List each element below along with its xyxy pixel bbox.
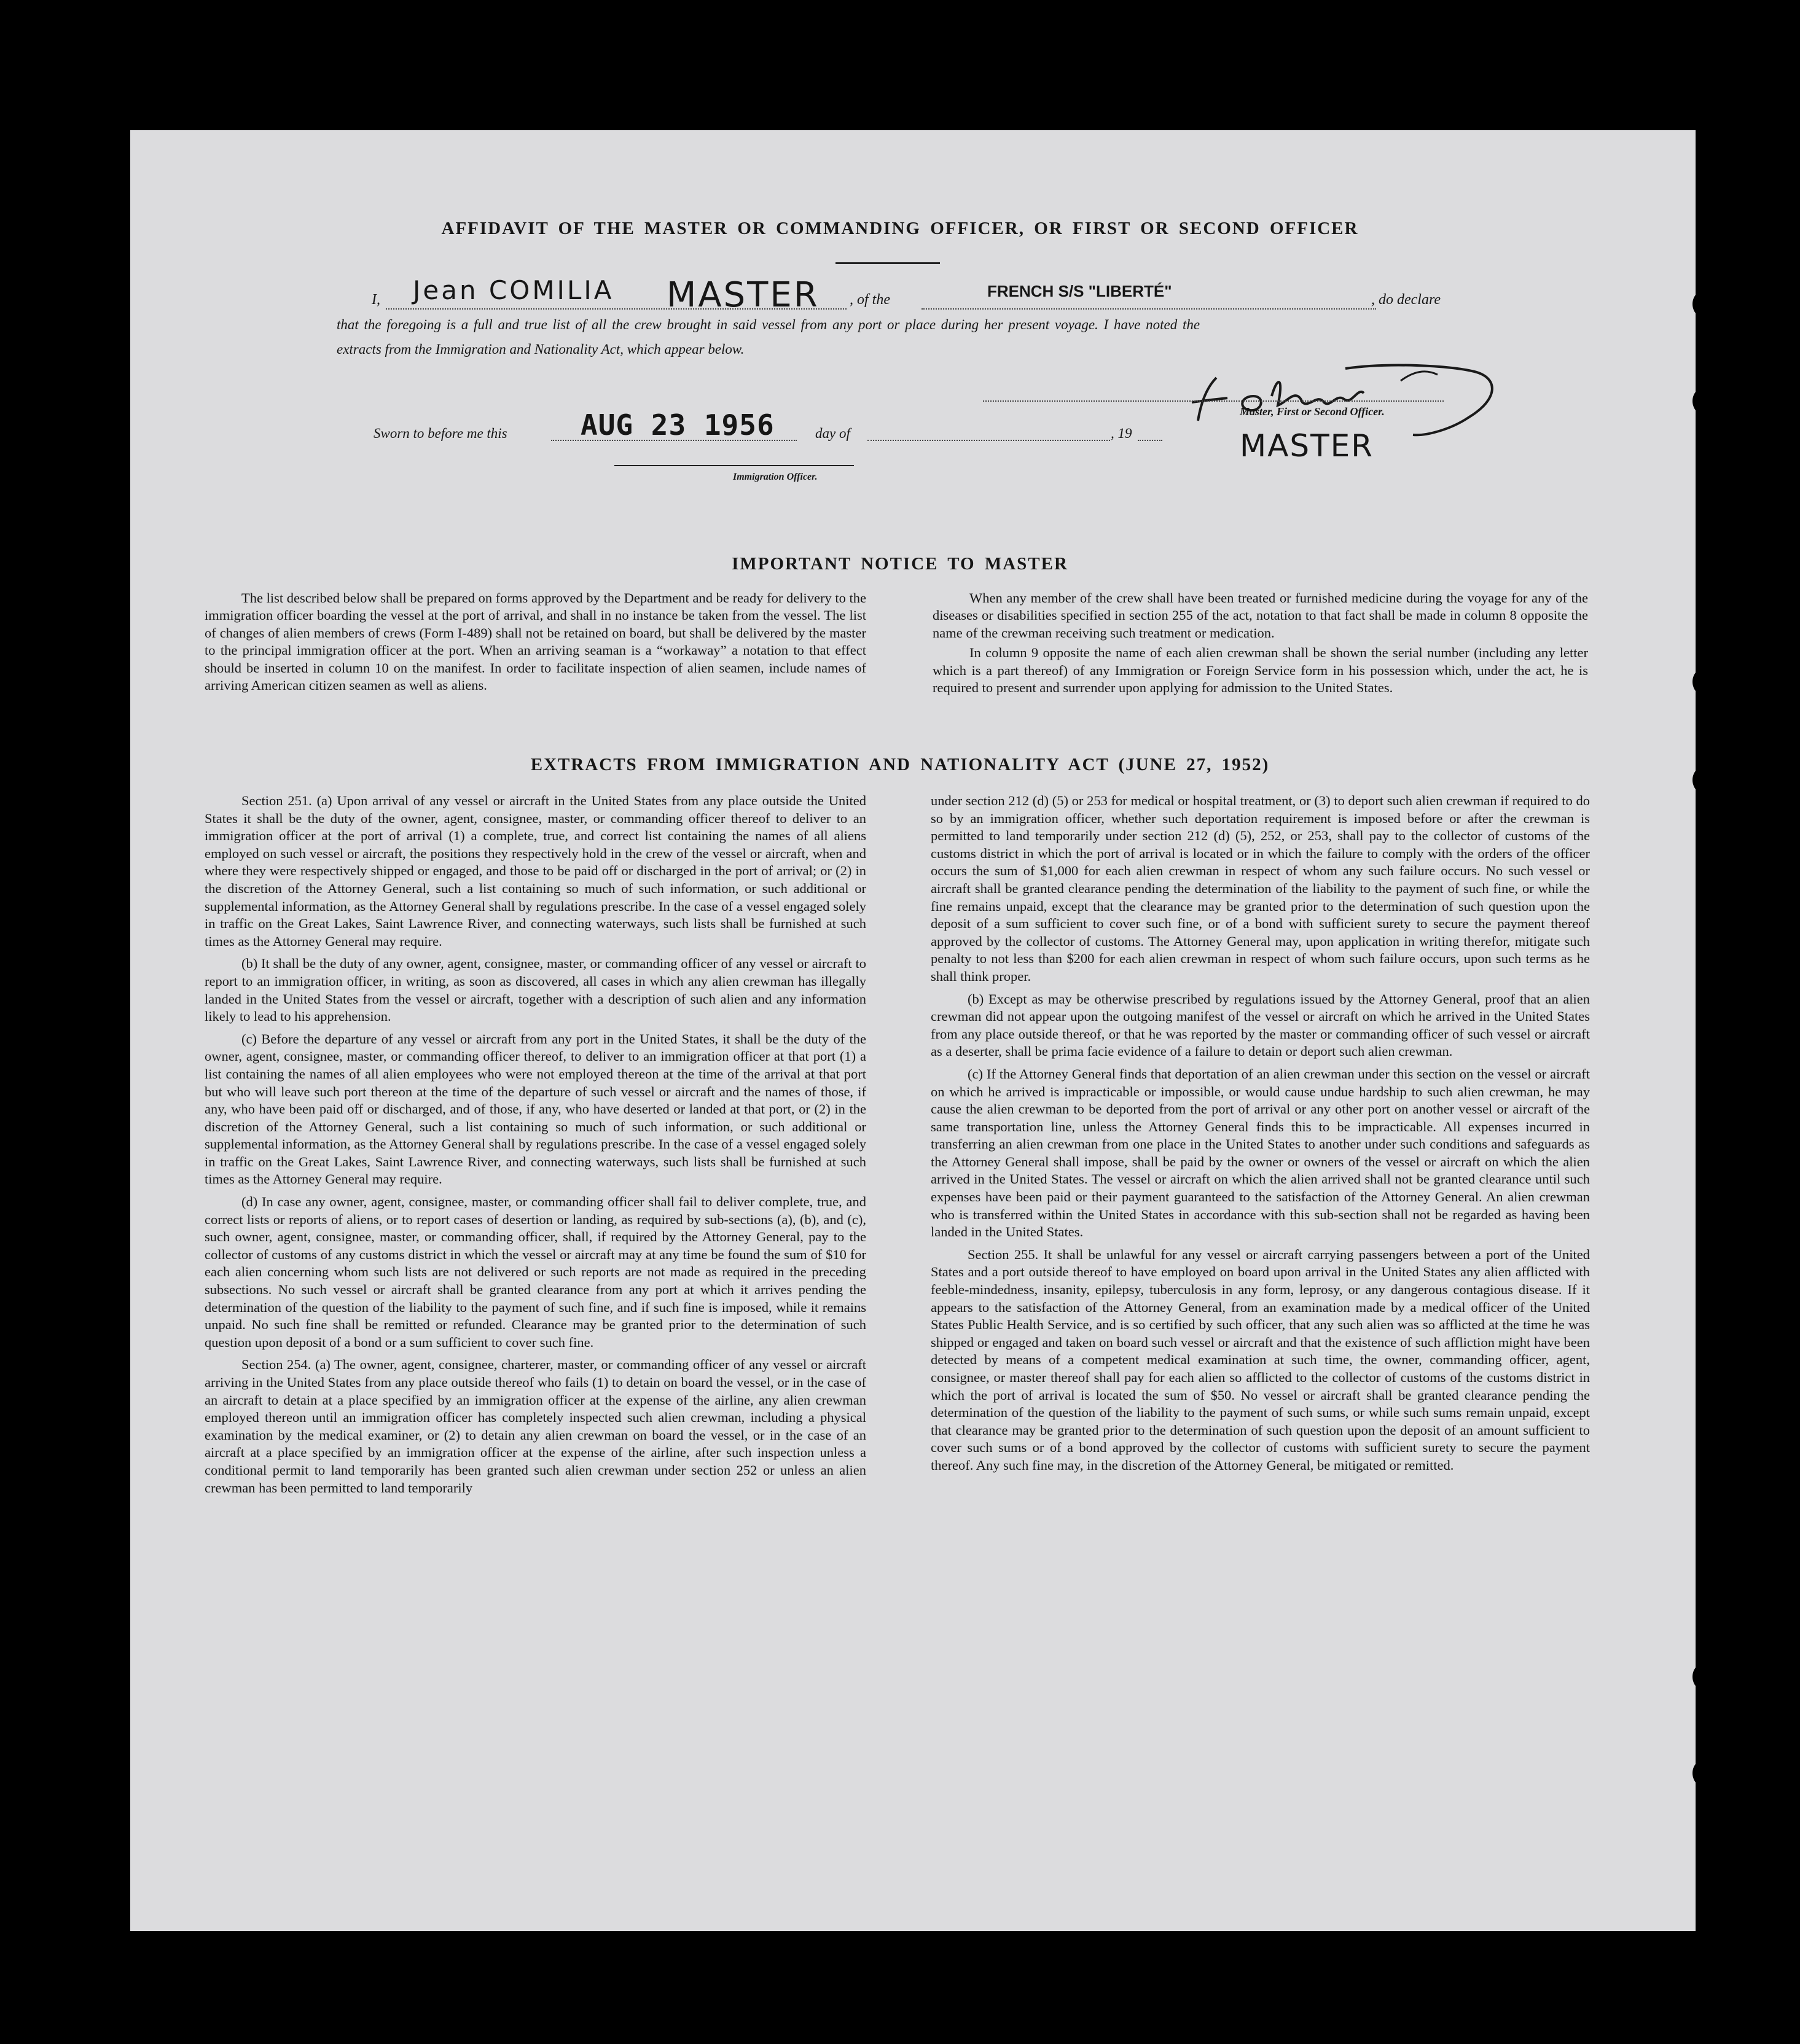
of-the-label: , of the [850, 292, 890, 308]
punch-hole [1692, 289, 1723, 319]
punch-hole [1692, 1758, 1723, 1788]
vessel-name: FRENCH S/S "LIBERTÉ" [987, 282, 1172, 300]
immigration-officer-line [614, 465, 854, 466]
notice-right-column [933, 590, 1588, 699]
master-signature [1180, 344, 1560, 442]
declaration-line-1: that the foregoing is a full and true list of all the crew brought in said vessel from any port or place during her present voyage. I have noted the [337, 317, 1200, 332]
title-rule [835, 262, 940, 264]
extracts-left-column [205, 792, 866, 1502]
extracts-right-column [931, 792, 1590, 1480]
notice-title: IMPORTANT NOTICE TO MASTER [732, 554, 1068, 574]
affidavit-title: AFFIDAVIT OF THE MASTER OR COMMANDING OFFICER, OR FIRST OR SECOND OFFICER [441, 219, 1359, 238]
master-stamp: MASTER [1240, 428, 1374, 464]
i-label: I, [372, 292, 380, 308]
extract-paragraph: (c) If the Attorney General finds that deportation of an alien crewman under this section on the vessel or aircraft on which he arrived is impracticable or impossible, or would cause undue hardship to such alien crewman, he may cause the alien crewman to be deported from the port of arrival or any other port on another vessel or aircraft of the same transportation line, unless the Attorney General finds this to be impracticable. All expenses incurred in transferring an alien crewman from one place in the United States to another under such conditions and safeguards as the Attorney General shall impose, shall be paid by the owner or owners of the vessel or aircraft on which the alien arrived in the United States. The vessel or aircraft on which the alien arrived shall not be granted clearance until such expenses have been paid or their payment guaranteed to the satisfaction of the Attorney General. An alien crewman who is transferred within the United States in accordance with this sub-section shall not be regarded as having been landed in the United States. [931, 1066, 1590, 1240]
punch-hole [1692, 386, 1723, 416]
extract-paragraph: (b) It shall be the duty of any owner, agent, consignee, master, or commanding officer of any vessel or aircraft to report to an immigration officer, in writing, as soon as discovered, all cases in which any alien crewman has illegally landed in the United States from the vessel or aircraft, together with a description of such alien and any information likely to lead to his apprehension. [205, 956, 866, 1024]
extract-paragraph: Section 251. (a) Upon arrival of any vessel or aircraft in the United States from any place outside the United States it shall be the duty of the owner, agent, consignee, master, or commanding officer thereof to deliver to an immigration officer at the port of arrival (1) a complete, true, and correct list containing the names of all aliens employed on such vessel or aircraft, the positions they respectively hold in the crew of the vessel or aircraft, when and where they were respectively shipped or engaged, and those to be paid off or discharged in the port of arrival; or (2) in the discretion of the Attorney General, such a list containing so much of such information, or such additional or supplemental information, as the Attorney General shall by regulations prescribe. In the case of a vessel engaged solely in traffic on the Great Lakes, Saint Lawrence River, and connecting waterways, such lists shall be furnished at such times as the Attorney General may require. [205, 793, 866, 949]
year-line [1138, 440, 1162, 441]
signature-line [983, 400, 1444, 402]
officer-caption: Master, First or Second Officer. [1240, 405, 1385, 418]
extract-paragraph: (b) Except as may be otherwise prescribed by regulations issued by the Attorney General, proof that an alien crewman did not appear upon the outgoing manifest of the vessel or aircraft on which he arrived in the United States from any place outside thereof, or that he was reported by the master or commanding officer of such vessel or aircraft as a deserter, shall be prima facie evidence of a failure to detain or deport such alien crewman. [931, 991, 1590, 1059]
declaration-line-2: extracts from the Immigration and Nationality Act, which appear below. [337, 341, 745, 357]
sworn-date-stamp: AUG 23 1956 [581, 408, 775, 442]
extract-paragraph: Section 255. It shall be unlawful for any vessel or aircraft carrying passengers between a port of the United States and a port outside thereof to have employed on board upon arrival in the United States any alien afflicted with feeble-mindedness, insanity, epilepsy, tuberculosis in any form, leprosy, or any dangerous contagious disease. If it appears to the satisfaction of the Attorney General, from an examination made by a medical officer of the United States Public Health Service, and is so certified by such officer, that any such alien was so afflicted at the time he was shipped or engaged and taken on board such vessel or aircraft and that the existence of such affliction might have been detected by means of a competent medical examination at such time, the owner, commanding officer, agent, consignee, or master thereof shall pay for each alien so afflicted to the collector of customs of the customs district in which the port of arrival is located the sum of $50. No vessel or aircraft shall be granted clearance pending the determination of the question of the liability to the payment of such sums, or while such sums remain unpaid, except that clearance may be granted prior to the determination of such question upon the deposit of an amount sufficient to cover such sums or of a bond approved by the collector of customs with sufficient surety to secure the payment thereof. Any such fine may, in the discretion of the Attorney General, be mitigated or remitted. [931, 1246, 1590, 1473]
vessel-line [922, 308, 1376, 310]
year-label: , 19 [1111, 426, 1132, 441]
sworn-label: Sworn to before me this [374, 426, 507, 441]
extract-paragraph: under section 212 (d) (5) or 253 for medical or hospital treatment, or (3) to deport such alien crewman if required to do so by an immigration officer, whether such deportation requirement is imposed before or after the crewman is permitted to land temporarily under section 212 (d) (5), 252, or 253, shall pay to the collector of customs of the customs district in which the port of arrival is located or in which the failure to comply with the orders of the officer occurs the sum of $1,000 for each alien crewman in respect of whom any such failure occurs. No such vessel or aircraft shall be granted clearance pending the determination of the liability to the payment of such fine, or while the fine remains unpaid, except that the clearance may be granted prior to the determination of such question upon the deposit of a sum sufficient to cover such fine, or of a bond with sufficient surety to secure the payment thereof approved by the collector of customs. The Attorney General may, upon application in writing therefor, mitigate such penalty to not less than $200 for each alien crewman in respect of whom such failure occurs, upon such terms as he shall think proper. [931, 793, 1590, 984]
notice-left-column [205, 590, 866, 696]
day-of-line [867, 440, 1110, 441]
extract-paragraph: (d) In case any owner, agent, consignee, master, or commanding officer shall fail to deliver complete, true, and correct lists or reports of aliens, or to report cases of desertion or landing, as required by sub-sections (a), (b), and (c), such owner, agent, consignee, master, or commanding officer, shall, if required by the Attorney General, pay to the collector of customs of any customs district in which the vessel or aircraft may at any time be found the sum of $10 for each alien concerning whom such lists are not delivered or such reports are not made as required in the preceding subsections. No such vessel or aircraft shall be granted clearance from any port at which it arrives pending the determination of the question of the liability to the payment of such fine, and if such fine is imposed, while it remains unpaid. No such fine shall be remitted or refunded. Clearance may be granted prior to the determination of such question upon deposit of a bond or a sum sufficient to cover such fine. [205, 1194, 866, 1350]
extract-paragraph: (c) Before the departure of any vessel or aircraft from any port in the United States, it shall be the duty of the owner, agent, consignee, master, or commanding officer thereof, to deliver to an immigration officer at that port (1) a list containing the names of all alien employees who were not employed thereon at the time of the arrival at that port but who will leave such port thereon at the time of the departure of such vessel or aircraft and the names of those, if any, who have been paid off or discharged, and of those, if any, who have deserted or landed at that port, or (2) in the discretion of the Attorney General, such a list containing so much of such information, or such additional or supplemental information, as the Attorney General shall by regulations prescribe. In the case of a vessel engaged solely in traffic on the Great Lakes, Saint Lawrence River, and connecting waterways, such lists shall be furnished at such times as the Attorney General may require. [205, 1031, 866, 1187]
extracts-title: EXTRACTS FROM IMMIGRATION AND NATIONALITY ACT (JUNE 27, 1952) [530, 755, 1270, 774]
day-of-label: day of [815, 426, 850, 441]
master-rank: MASTER [667, 275, 820, 315]
punch-hole [1692, 1661, 1723, 1692]
extract-paragraph: Section 254. (a) The owner, agent, consignee, charterer, master, or commanding officer of any vessel or aircraft arriving in the United States from any place outside thereof who fails (1) to detain on board the vessel, or in the case of an aircraft to detain at a place specified by an immigration officer at the expense of the airline, any alien crewman employed thereon until an immigration officer has completely inspected such alien crewman, including a physical examination by the medical examiner, or (2) to detain any alien crewman on board the vessel, or in the case of an aircraft at a place specified by an immigration officer at the expense of the airline, after such inspection unless a conditional permit to land temporarily has been granted such alien crewman under section 252 or unless an alien crewman has been permitted to land temporarily [205, 1357, 866, 1496]
master-name: Jean COMILIA [413, 275, 614, 305]
immigration-officer-caption: Immigration Officer. [733, 472, 818, 482]
punch-hole [1692, 666, 1723, 697]
do-declare-label: , do declare [1371, 292, 1441, 308]
notice-paragraph: In column 9 opposite the name of each alien crewman shall be shown the serial number (including any letter which is a part thereof) of any Immigration or Foreign Service form in his possession which, under the act, he is required to present and surrender upon applying for admission to the United States. [933, 645, 1588, 696]
notice-paragraph: When any member of the crew shall have been treated or furnished medicine during the voyage for any of the diseases or disabilities specified in section 255 of the act, notation to that fact shall be made in column 8 opposite the name of the crewman receiving such treatment or medication. [933, 590, 1588, 641]
notice-paragraph: The list described below shall be prepared on forms approved by the Department and be ready for delivery to the immigration officer boarding the vessel at the port of arrival, and shall in no instance be taken from the vessel. The list of changes of alien members of crews (Form I-489) shall not be retained on board, but shall be delivered by the master to the principal immigration officer at the port. When an arriving seaman is a “workaway” a notation to that effect should be inserted in column 10 on the manifest. In order to facilitate inspection of alien seamen, include names of arriving American citizen seamen as well as aliens. [205, 590, 866, 693]
